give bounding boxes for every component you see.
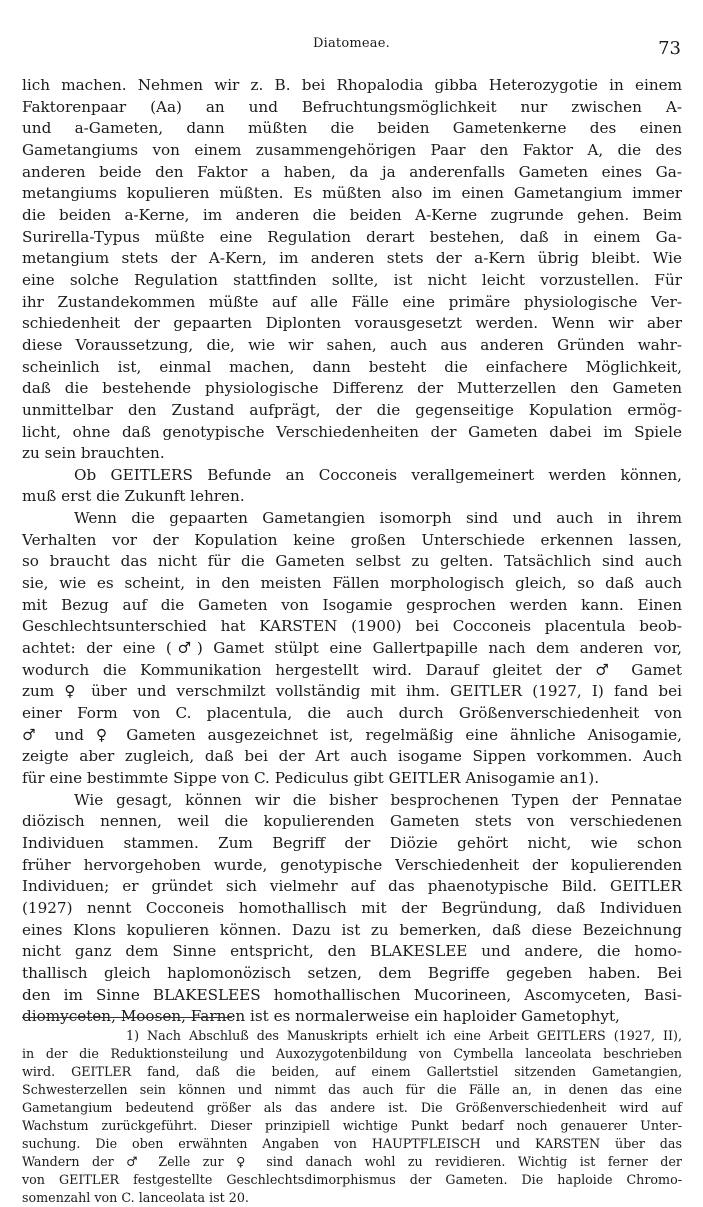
- page-header: [0, 34, 703, 60]
- text-line: Faktorenpaar (Aa) an und Befruchtungsmöglichkeit nur zwischen A-: [22, 97, 682, 116]
- text-line: anderen beide den Faktor a haben, da ja anderenfalls Gameten eines Ga-: [22, 162, 682, 181]
- text-line: thallisch gleich haplomonözisch setzen, dem Begriffe gegeben haben. Bei: [22, 963, 682, 982]
- text-line: und a-Gameten, dann müßten die beiden Gametenkerne des einen: [22, 119, 682, 138]
- text-line: Individuen stammen. Zum Begriff der Diözie gehört nicht, wie schon: [22, 833, 682, 852]
- text-line: zu sein brauchten.: [22, 444, 165, 463]
- text-line: so braucht das nicht für die Gameten selbst zu gelten. Tatsächlich sind auch: [22, 552, 682, 571]
- footnote-line: somenzahl von C. lanceolata ist 20.: [22, 1190, 249, 1206]
- text-line: die beiden a-Kerne, im anderen die beiden A-Kerne zugrunde gehen. Beim: [22, 205, 682, 224]
- text-line: mit Bezug auf die Gameten von Isogamie gesprochen werden kann. Einen: [22, 595, 682, 614]
- text-line: Wie gesagt, können wir die bisher besprochenen Typen der Pennatae: [74, 790, 682, 809]
- text-line: muß erst die Zukunft lehren.: [22, 487, 245, 506]
- footnote-line: Schwesterzellen sein können und nimmt das auch für die Fälle an, in denen das eine: [22, 1082, 682, 1098]
- text-line: (1927) nennt Cocconeis homothallisch mit der Begründung, daß Individuen: [22, 898, 682, 917]
- text-line: zum ♀ über und verschmilzt vollständig mit ihm. GEITLER (1927, I) fand bei: [22, 682, 682, 701]
- text-line: diözisch nennen, weil die kopulierenden Gameten stets von verschiedenen: [22, 812, 682, 831]
- text-line: Ob GEITLERS Befunde an Cocconeis verallgemeinert werden können,: [74, 465, 682, 484]
- footnote: [22, 1027, 682, 1207]
- text-line: unmittelbar den Zustand aufprägt, der die gegenseitige Kopulation ermög-: [22, 400, 682, 419]
- page-number: 73: [658, 38, 681, 59]
- footnote-line: in der die Reduktionsteilung und Auxozygotenbildung von Cymbella lanceolata beschrieben: [22, 1046, 682, 1062]
- text-line: diomyceten, Moosen, Farnen ist es normalerweise ein haploider Gametophyt,: [22, 1007, 620, 1026]
- text-line: Gametangiums von einem zusammengehörigen Paar den Faktor A, die des: [22, 140, 682, 159]
- text-line: diese Voraussetzung, die, wie wir sahen, auch aus anderen Gründen wahr-: [22, 335, 682, 354]
- text-line: zeigte aber zugleich, daß bei der Art auch isogame Sippen vorkommen. Auch: [22, 747, 682, 766]
- text-line: metangiums kopulieren müßten. Es müßten also im einen Gametangium immer: [22, 184, 682, 203]
- text-line: achtet: der eine (♂) Gamet stülpt eine Gallertpapille nach dem anderen vor,: [22, 639, 682, 658]
- text-line: Individuen; er gründet sich vielmehr auf das phaenotypische Bild. GEITLER: [22, 877, 682, 896]
- text-line: schiedenheit der gepaarten Diplonten vorausgesetzt werden. Wenn wir aber: [22, 314, 682, 333]
- running-title: Diatomeae.: [313, 36, 390, 51]
- text-line: den im Sinne BLAKESLEES homothallischen Mucorineen, Ascomyceten, Basi-: [22, 985, 682, 1004]
- text-line: Geschlechtsunterschied hat KARSTEN (1900) bei Cocconeis placentula beob-: [22, 617, 682, 636]
- text-line: daß die bestehende physiologische Differenz der Mutterzellen den Gameten: [22, 379, 682, 398]
- text-line: eines Klons kopulieren können. Dazu ist zu bemerken, daß diese Bezeichnung: [22, 920, 682, 939]
- text-line: wodurch die Kommunikation hergestellt wird. Darauf gleitet der ♂ Gamet: [22, 660, 682, 679]
- text-line: früher hervorgehoben wurde, genotypische Verschiedenheit der kopulierenden: [22, 855, 682, 874]
- footnote-line: 1) Nach Abschluß des Manuskripts erhielt ich eine Arbeit GEITLERS (1927, II),: [126, 1028, 682, 1043]
- text-line: Wenn die gepaarten Gametangien isomorph sind und auch in ihrem: [74, 509, 682, 528]
- text-line: für eine bestimmte Sippe von C. Pediculus gibt GEITLER Anisogamie an1).: [22, 769, 600, 787]
- text-line: einer Form von C. placentula, die auch durch Größenverschiedenheit von: [22, 704, 682, 723]
- text-line: metangium stets der A-Kern, im anderen stets der a-Kern übrig bleibt. Wie: [22, 249, 682, 268]
- text-line: scheinlich ist, einmal machen, dann besteht die einfachere Möglichkeit,: [22, 357, 682, 376]
- text-line: ihr Zustandekommen müßte auf alle Fälle eine primäre physiologische Ver-: [22, 292, 682, 311]
- text-line: Surirella-Typus müßte eine Regulation derart bestehen, daß in einem Ga-: [22, 227, 682, 246]
- text-line: sie, wie es scheint, in den meisten Fällen morphologisch gleich, so daß auch: [22, 574, 682, 593]
- body-text: [22, 75, 682, 1028]
- footnote-line: Wandern der ♂ Zelle zur ♀ sind danach wohl zu revidieren. Wichtig ist ferner der: [22, 1154, 682, 1170]
- text-line: nicht ganz dem Sinne entspricht, den BLAKESLEE und andere, die homo-: [22, 942, 682, 961]
- footnote-rule: [22, 1017, 232, 1018]
- text-line: ♂ und ♀ Gameten ausgezeichnet ist, regelmäßig eine ähnliche Anisogamie,: [22, 725, 682, 744]
- footnote-line: wird. GEITLER fand, daß die beiden, auf einem Gallertstiel sitzenden Gametangien,: [22, 1064, 682, 1080]
- footnote-line: Wachstum zurückgeführt. Dieser prinzipiell wichtige Punkt bedarf noch genauerer Unter-: [22, 1118, 682, 1134]
- footnote-line: suchung. Die oben erwähnten Angaben von HAUPTFLEISCH und KARSTEN über das: [22, 1136, 682, 1152]
- footnote-line: von GEITLER festgestellte Geschlechtsdimorphismus der Gameten. Die haploide Chromo-: [22, 1172, 682, 1188]
- text-line: eine solche Regulation stattfinden sollte, ist nicht leicht vorzustellen. Für: [22, 270, 682, 289]
- footnote-line: Gametangium bedeutend größer als das andere ist. Die Größenverschiedenheit wird auf: [22, 1100, 682, 1116]
- text-line: licht, ohne daß genotypische Verschiedenheiten der Gameten dabei im Spiele: [22, 422, 682, 441]
- text-line: Verhalten vor der Kopulation keine großen Unterschiede erkennen lassen,: [22, 530, 682, 549]
- text-line: lich machen. Nehmen wir z. B. bei Rhopalodia gibba Heterozygotie in einem: [22, 76, 682, 94]
